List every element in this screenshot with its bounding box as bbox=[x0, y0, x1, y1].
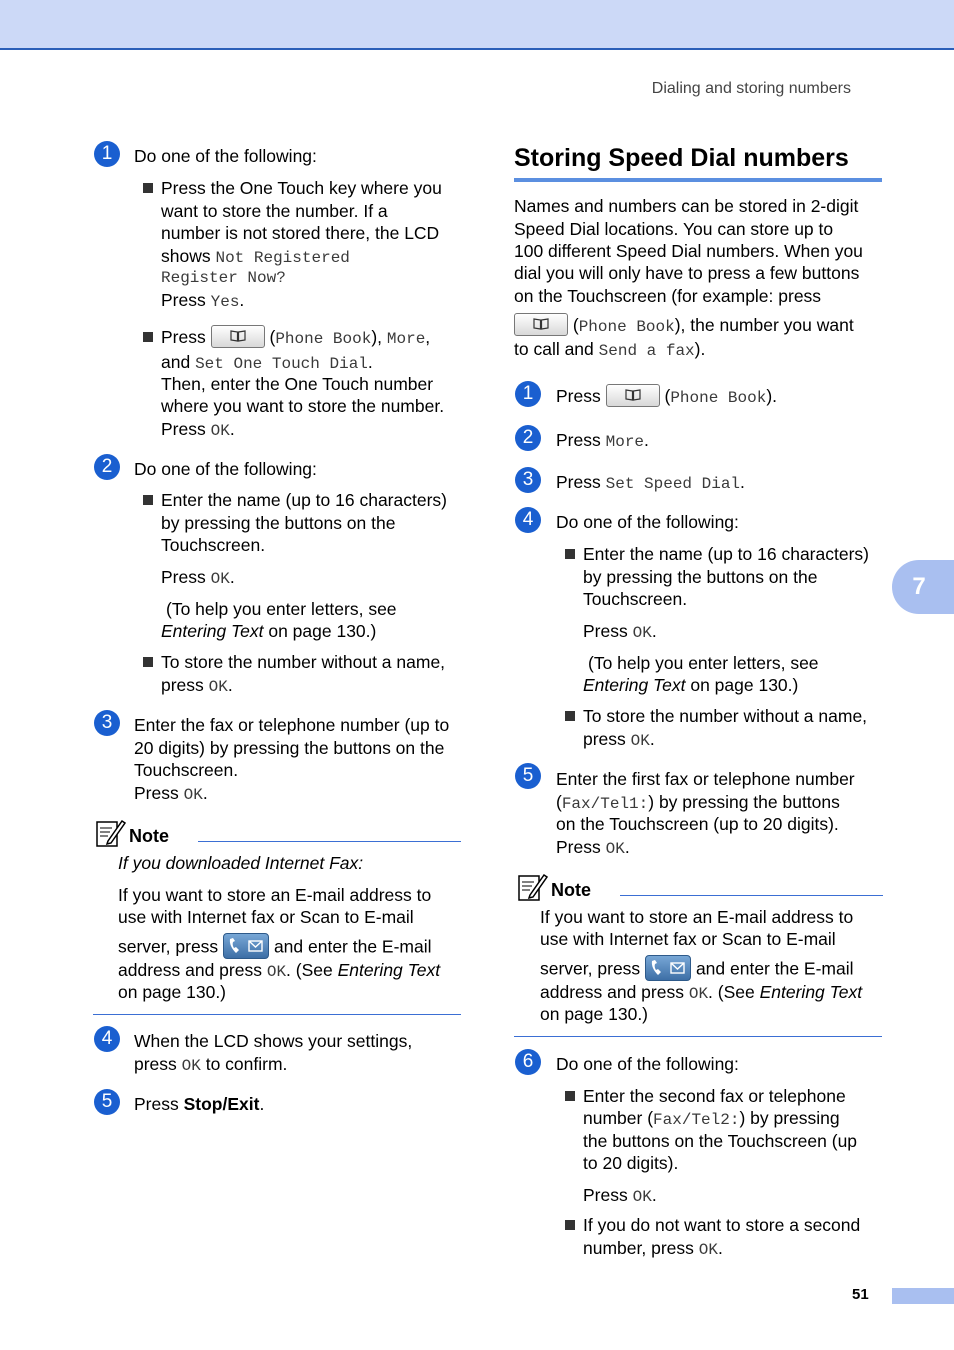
bullet-marker bbox=[565, 711, 575, 721]
step-2-bullet-1-press: Press OK. bbox=[161, 567, 235, 588]
speed-step-6-bullet-1-line-2: number (Fax/Tel2:) by pressing bbox=[583, 1108, 840, 1129]
bullet-marker bbox=[143, 183, 153, 193]
step-2-bullet-2-line-2: press OK. bbox=[161, 675, 233, 696]
chapter-number: 7 bbox=[912, 573, 926, 600]
running-header: Dialing and storing numbers bbox=[651, 80, 851, 97]
note-top-rule bbox=[620, 895, 883, 896]
step-2-intro: Do one of the following: bbox=[134, 459, 317, 479]
speed-step-5-line-4: Press OK. bbox=[556, 837, 630, 858]
note-line-3: server, press and enter the E-mail bbox=[540, 957, 854, 983]
speed-step-6-intro: Do one of the following: bbox=[556, 1054, 739, 1074]
phone-email-icon bbox=[226, 936, 266, 956]
speed-step-4-bullet-1-line-1: Enter the name (up to 16 characters) bbox=[583, 544, 869, 564]
step-number-4: 4 bbox=[515, 507, 541, 533]
speed-step-5-line-2: (Fax/Tel1:) by pressing the buttons bbox=[556, 792, 840, 813]
step-number-2: 2 bbox=[94, 454, 120, 480]
speed-step-5-line-3: on the Touchscreen (up to 20 digits). bbox=[556, 814, 839, 834]
note-label: Note bbox=[129, 826, 169, 846]
fax-email-key bbox=[645, 955, 691, 981]
pencil-note-icon bbox=[516, 871, 548, 903]
speed-step-4-help-2: Entering Text on page 130.) bbox=[583, 675, 799, 695]
step-4-line-2: press OK to confirm. bbox=[134, 1054, 288, 1075]
step-number-3: 3 bbox=[515, 467, 541, 493]
note-italic-line: If you downloaded Internet Fax: bbox=[118, 853, 364, 873]
pencil-note-icon bbox=[94, 817, 126, 849]
note-line-4: address and press OK. (See Entering Text bbox=[540, 982, 863, 1003]
note-line-2: use with Internet fax or Scan to E-mail bbox=[118, 907, 414, 927]
note-line-2: use with Internet fax or Scan to E-mail bbox=[540, 929, 836, 949]
note-bottom-rule bbox=[514, 1036, 882, 1037]
step-1-bullet-1-line-2: want to store the number. If a bbox=[161, 201, 388, 221]
speed-step-4-bullet-2-line-2: press OK. bbox=[583, 729, 655, 750]
lcd-text: Not Registered bbox=[215, 249, 350, 267]
phone-email-icon bbox=[648, 958, 688, 978]
step-1-intro: Do one of the following: bbox=[134, 146, 317, 166]
note-line-5: on page 130.) bbox=[540, 1004, 649, 1024]
fax-email-key bbox=[223, 933, 269, 959]
step-2-help-line-2: Entering Text on page 130.) bbox=[161, 621, 377, 641]
speed-step-1-line: Press (Phone Book). bbox=[556, 385, 777, 410]
speed-step-2-line: Press More. bbox=[556, 430, 649, 451]
step-1-bullet-2-line-3: Then, enter the One Touch number bbox=[161, 374, 434, 394]
page-number: 51 bbox=[852, 1286, 869, 1303]
speed-step-4-help-1: (To help you enter letters, see bbox=[588, 653, 819, 673]
step-1-bullet-2-line-4: where you want to store the number. bbox=[161, 396, 445, 416]
step-number-3: 3 bbox=[94, 710, 120, 736]
note-line-1: If you want to store an E-mail address to bbox=[540, 907, 854, 927]
step-number-5: 5 bbox=[515, 763, 541, 789]
step-number-5: 5 bbox=[94, 1089, 120, 1115]
heading-rule bbox=[514, 178, 882, 182]
speed-step-4-bullet-1-line-3: Touchscreen. bbox=[583, 589, 688, 609]
note-bottom-rule bbox=[93, 1014, 461, 1015]
phone-book-key bbox=[606, 384, 660, 407]
step-3-line-1: Enter the fax or telephone number (up to bbox=[134, 715, 450, 735]
note-top-rule bbox=[198, 841, 461, 842]
chapter-tab bbox=[892, 560, 954, 614]
intro-line-6: (Phone Book), the number you want bbox=[514, 314, 854, 339]
step-3-line-4: Press OK. bbox=[134, 783, 208, 804]
step-number-1: 1 bbox=[94, 141, 120, 167]
step-2-bullet-1-line-3: Touchscreen. bbox=[161, 535, 266, 555]
step-number-2: 2 bbox=[515, 425, 541, 451]
step-1-bullet-2-line-5: Press OK. bbox=[161, 419, 235, 440]
bullet-marker bbox=[143, 332, 153, 342]
speed-step-4-bullet-1-line-2: by pressing the buttons on the bbox=[583, 567, 818, 587]
step-5-line: Press Stop/Exit. bbox=[134, 1094, 265, 1114]
step-2-bullet-1-line-1: Enter the name (up to 16 characters) bbox=[161, 490, 447, 510]
speed-step-6-bullet-1-line-3: the buttons on the Touchscreen (up bbox=[583, 1131, 858, 1151]
step-1-bullet-1-line-6: Press Yes. bbox=[161, 290, 245, 311]
step-number-6: 6 bbox=[515, 1049, 541, 1075]
page-number-band bbox=[892, 1288, 954, 1304]
intro-line-4: dial you will only have to press a few buttons bbox=[514, 263, 860, 283]
top-header-band bbox=[0, 0, 954, 50]
step-1-bullet-1-line-3: number is not stored there, the LCD bbox=[161, 223, 440, 243]
intro-line-5: on the Touchscreen (for example: press bbox=[514, 286, 822, 306]
phone-book-key bbox=[514, 313, 568, 336]
step-1-bullet-1-line-4: shows Not Registered bbox=[161, 246, 350, 267]
lcd-text: Register Now? bbox=[161, 269, 286, 287]
bullet-marker bbox=[565, 549, 575, 559]
speed-step-4-intro: Do one of the following: bbox=[556, 512, 739, 532]
speed-step-6-bullet-1-line-1: Enter the second fax or telephone bbox=[583, 1086, 846, 1106]
phone-book-key bbox=[211, 325, 265, 348]
speed-step-6-bullet-1-line-4: to 20 digits). bbox=[583, 1153, 679, 1173]
section-heading: Storing Speed Dial numbers bbox=[514, 144, 849, 172]
speed-step-6-press: Press OK. bbox=[583, 1185, 657, 1206]
note-line-5: on page 130.) bbox=[118, 982, 227, 1002]
intro-line-2: Speed Dial locations. You can store up to bbox=[514, 219, 834, 239]
step-number-1: 1 bbox=[515, 381, 541, 407]
speed-step-5-line-1: Enter the first fax or telephone number bbox=[556, 769, 855, 789]
step-4-line-1: When the LCD shows your settings, bbox=[134, 1031, 413, 1051]
step-2-bullet-1-line-2: by pressing the buttons on the bbox=[161, 513, 396, 533]
note-line-4: address and press OK. (See Entering Text bbox=[118, 960, 441, 981]
speed-step-6-bullet-2-line-2: number, press OK. bbox=[583, 1238, 723, 1259]
step-3-line-3: Touchscreen. bbox=[134, 760, 239, 780]
intro-line-3: 100 different Speed Dial numbers. When you bbox=[514, 241, 863, 261]
book-icon bbox=[533, 318, 549, 330]
speed-step-3-line: Press Set Speed Dial. bbox=[556, 472, 745, 493]
bullet-marker bbox=[565, 1091, 575, 1101]
step-1-bullet-1-line-1: Press the One Touch key where you bbox=[161, 178, 442, 198]
speed-step-4-press: Press OK. bbox=[583, 621, 657, 642]
step-1-bullet-2-line-1: Press (Phone Book), More, bbox=[161, 326, 430, 351]
speed-step-4-bullet-2-line-1: To store the number without a name, bbox=[583, 706, 868, 726]
note-label: Note bbox=[551, 880, 591, 900]
book-icon bbox=[230, 330, 246, 342]
bullet-marker bbox=[565, 1220, 575, 1230]
speed-step-6-bullet-2-line-1: If you do not want to store a second bbox=[583, 1215, 861, 1235]
step-number-4: 4 bbox=[94, 1026, 120, 1052]
step-1-bullet-2-line-2: and Set One Touch Dial. bbox=[161, 352, 373, 373]
bullet-marker bbox=[143, 657, 153, 667]
step-2-help-line-1: (To help you enter letters, see bbox=[166, 599, 397, 619]
intro-line-1: Names and numbers can be stored in 2-digit bbox=[514, 196, 859, 216]
note-line-3: server, press and enter the E-mail bbox=[118, 935, 432, 961]
book-icon bbox=[625, 389, 641, 401]
intro-line-7: to call and Send a fax). bbox=[514, 339, 706, 360]
bullet-marker bbox=[143, 495, 153, 505]
step-2-bullet-2-line-1: To store the number without a name, bbox=[161, 652, 446, 672]
step-3-line-2: 20 digits) by pressing the buttons on the bbox=[134, 738, 445, 758]
note-line-1: If you want to store an E-mail address to bbox=[118, 885, 432, 905]
